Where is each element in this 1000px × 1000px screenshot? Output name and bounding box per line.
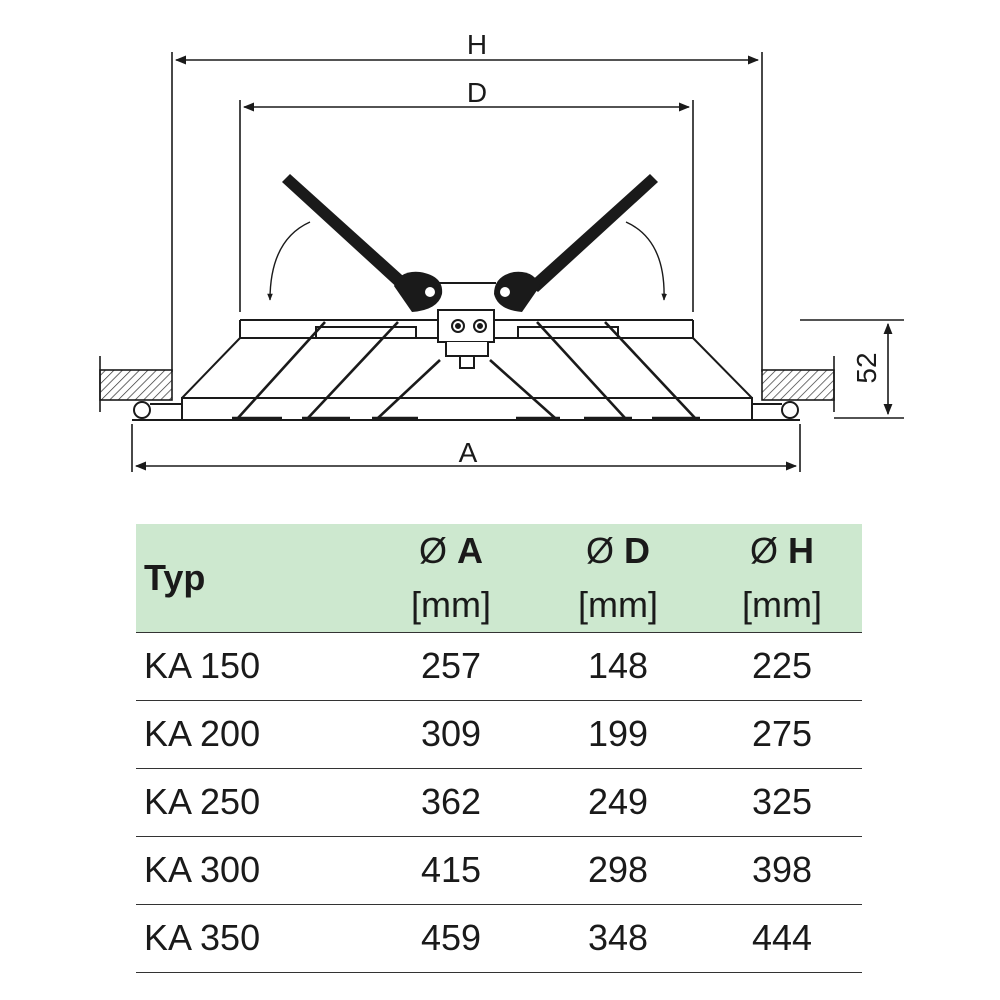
cell-a: 459: [420, 917, 482, 958]
header-col-d: Ø D [mm]: [578, 529, 658, 625]
header-col-a: Ø A [mm]: [411, 529, 491, 625]
dimension-height: [800, 320, 904, 418]
header-typ: Typ: [144, 556, 206, 598]
cell-d: 199: [587, 713, 649, 754]
cell-a: 415: [420, 849, 482, 890]
cell-h: 325: [751, 781, 813, 822]
dimension-h-label: H: [466, 29, 488, 60]
central-mount: [438, 283, 496, 368]
dimensions-table: [136, 524, 862, 973]
cell-typ: KA 200: [144, 713, 261, 754]
ceiling-left: [100, 370, 172, 400]
rotation-arrow-right: [626, 222, 664, 300]
dimension-a-label: A: [458, 437, 478, 468]
cell-a: 257: [420, 645, 482, 686]
cell-h: 275: [751, 713, 813, 754]
flap-left: [282, 174, 442, 312]
cell-typ: KA 300: [144, 849, 261, 890]
cell-d: 348: [587, 917, 649, 958]
cell-typ: KA 250: [144, 781, 261, 822]
cell-a: 309: [420, 713, 482, 754]
table-row: [136, 836, 862, 904]
cell-h: 398: [751, 849, 813, 890]
header-col-h: Ø H [mm]: [742, 529, 822, 625]
dimension-height-label: 52: [851, 352, 882, 384]
table-row: [136, 632, 862, 700]
cell-d: 298: [587, 849, 649, 890]
rotation-arrow-left: [270, 222, 310, 300]
ceiling-right: [762, 370, 834, 400]
cell-a: 362: [420, 781, 482, 822]
table-header-row: [136, 524, 862, 632]
cell-h: 225: [751, 645, 813, 686]
flap-right: [494, 174, 658, 312]
table-row: [136, 768, 862, 836]
cell-typ: KA 350: [144, 917, 261, 958]
table-row: [136, 700, 862, 768]
dimension-d-label: D: [466, 77, 488, 108]
cell-d: 148: [587, 645, 649, 686]
cell-d: 249: [587, 781, 649, 822]
dimension-a: [132, 424, 800, 472]
cell-h: 444: [751, 917, 813, 958]
table-row: [136, 904, 862, 972]
cell-typ: KA 150: [144, 645, 261, 686]
